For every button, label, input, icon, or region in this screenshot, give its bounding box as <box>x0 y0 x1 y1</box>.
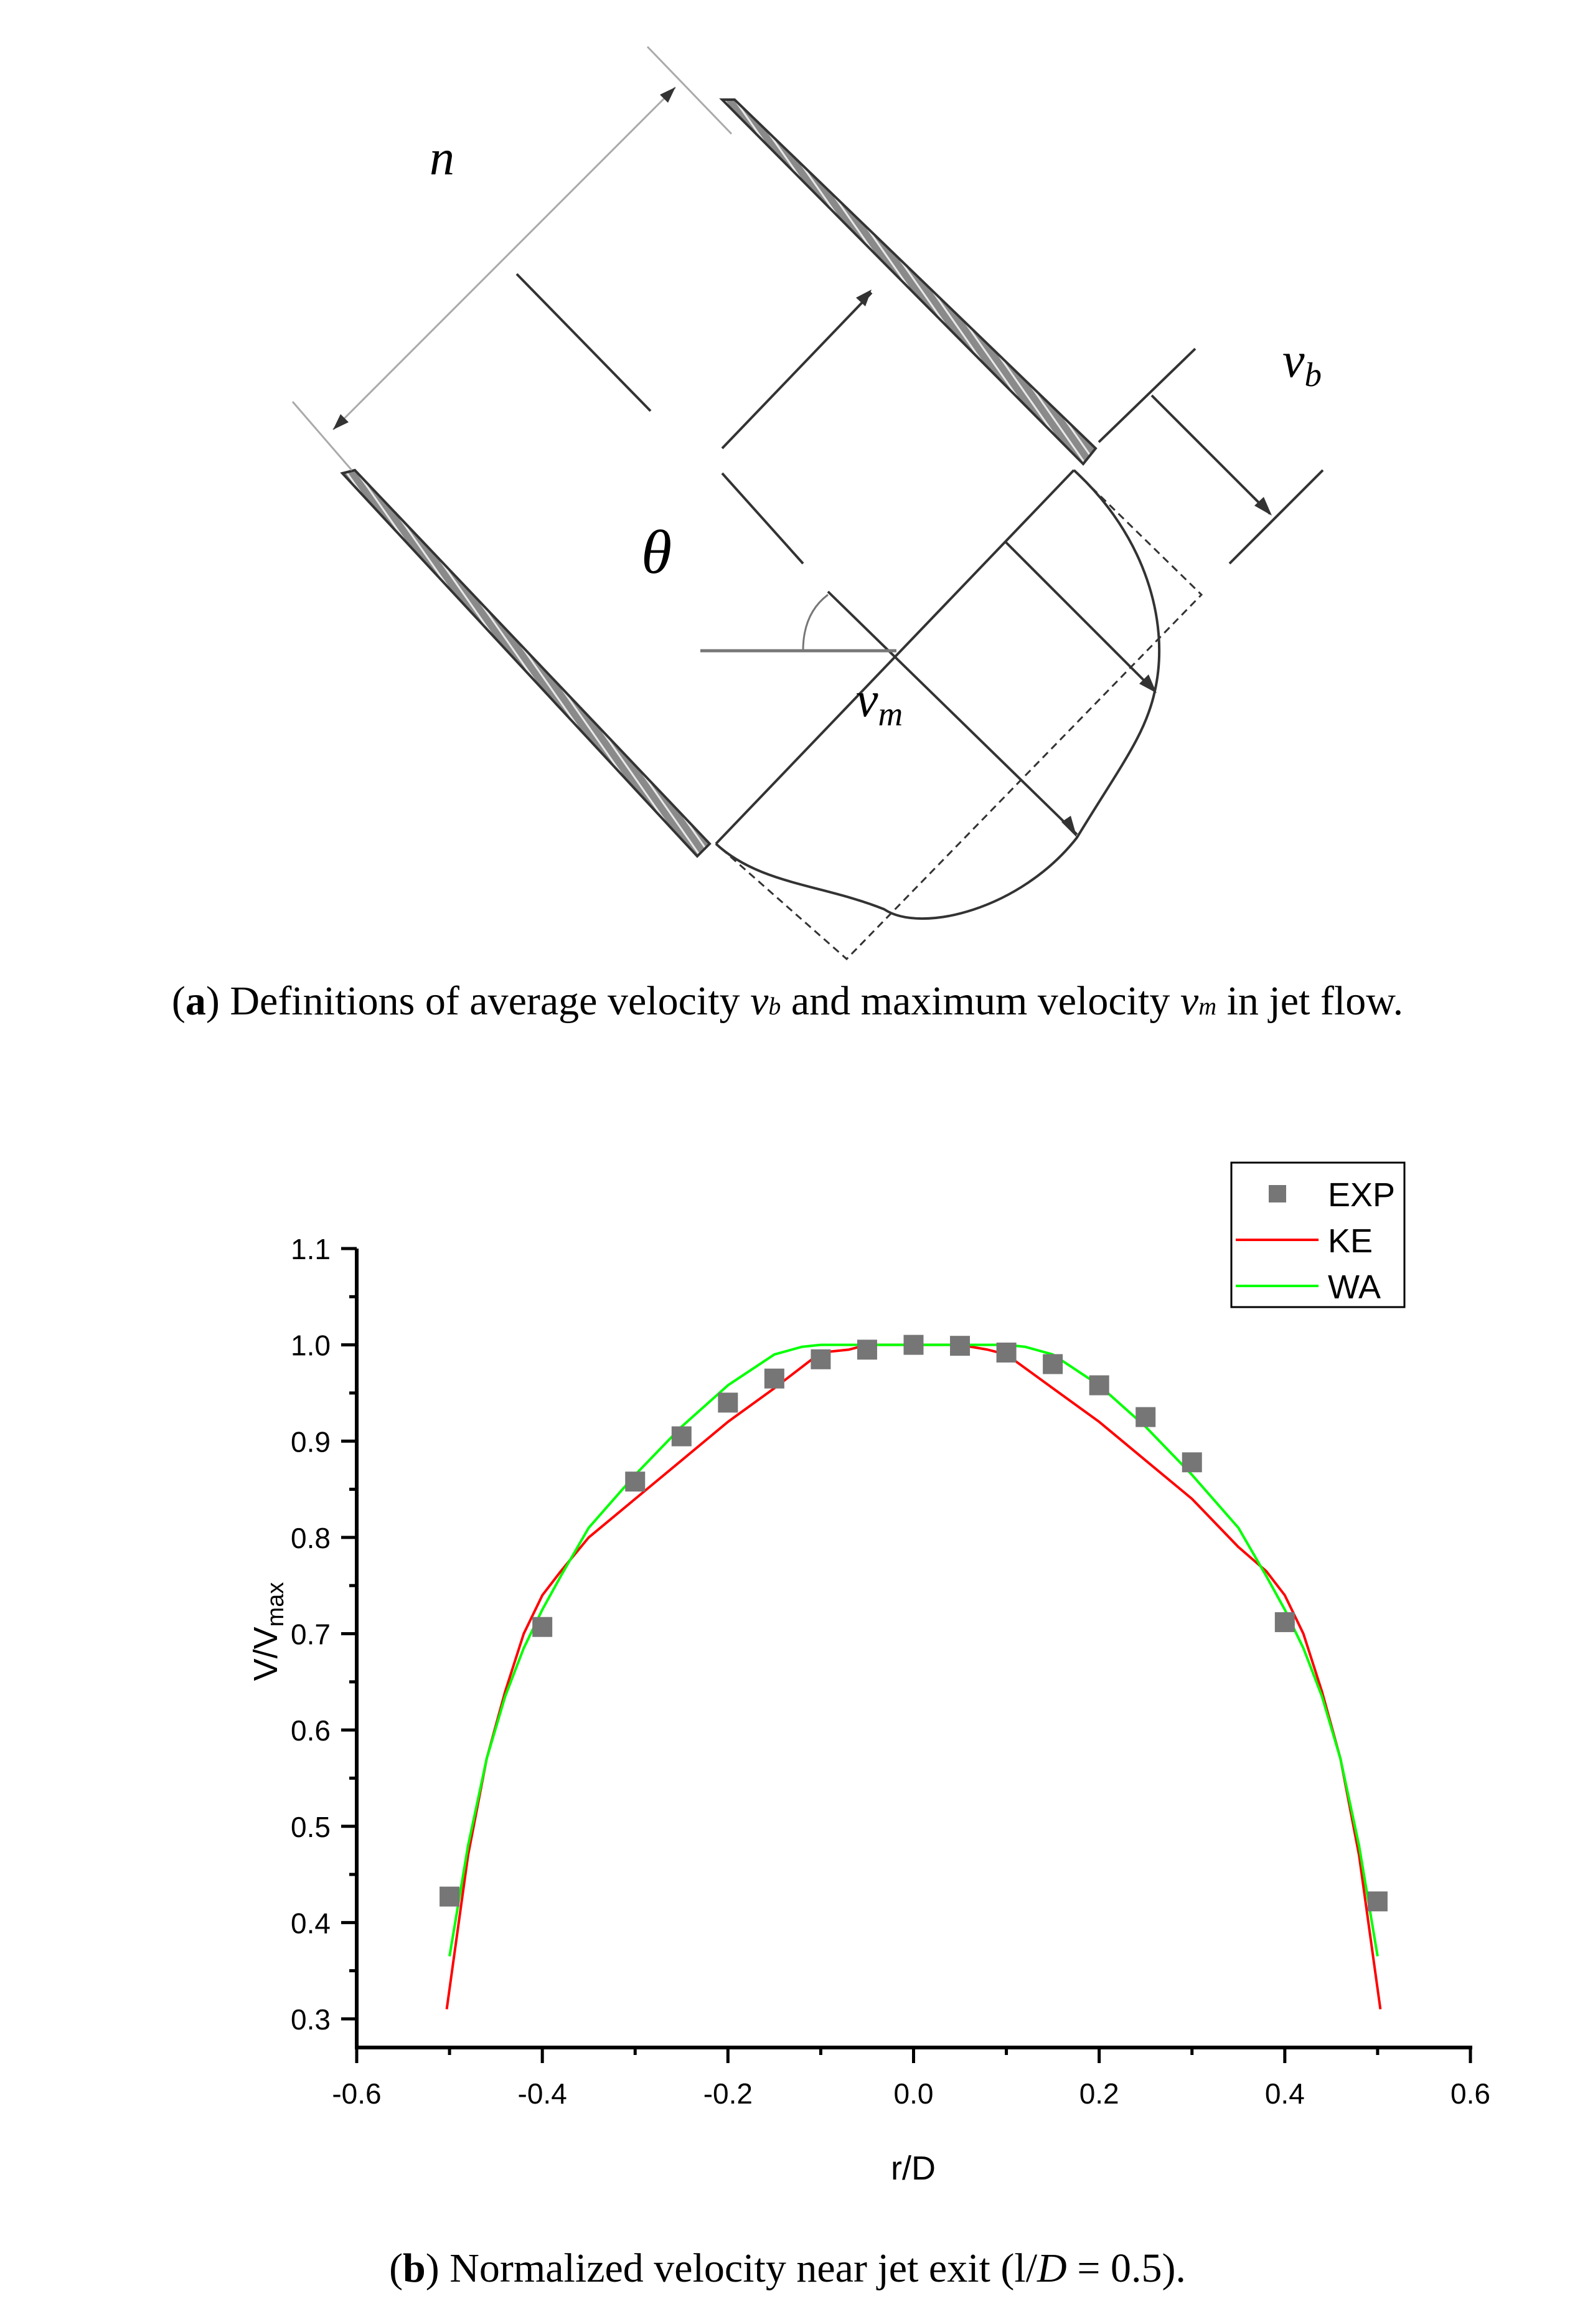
caption-b-text: Normalized velocity near jet exit (l/ <box>439 2246 1038 2291</box>
legend-label-wa: WA <box>1328 1268 1381 1306</box>
caption-a: (a) Definitions of average velocity vb and maximum velocity vm in jet flow. <box>171 978 1404 1024</box>
caption-b-tag: b <box>403 2246 426 2291</box>
caption-a-var-vb-sub: b <box>768 992 781 1020</box>
data-point-exp <box>1043 1354 1063 1374</box>
label-n: n <box>430 131 454 186</box>
upper-nozzle-wall <box>722 100 1096 464</box>
caption-a-tag: a <box>185 978 206 1024</box>
vb-extension-2 <box>1229 470 1323 564</box>
arrow-head-icon <box>856 290 872 306</box>
profile-arrow <box>1005 542 1155 691</box>
nozzle-diagram <box>0 0 1575 971</box>
vb-extension-1 <box>1099 349 1195 442</box>
data-point-exp <box>672 1427 692 1447</box>
y-tick-label: 0.3 <box>291 2003 331 2036</box>
caption-b-var-d: D <box>1037 2246 1067 2291</box>
caption-a-text: and maximum velocity <box>781 978 1180 1024</box>
x-tick-label: 0.6 <box>1450 2077 1490 2110</box>
x-tick-label: -0.2 <box>703 2077 753 2110</box>
x-tick-label: 0.0 <box>893 2077 934 2110</box>
dimension-extension-top <box>647 47 731 134</box>
y-axis-title: V/Vmax <box>247 1582 289 1681</box>
y-tick-label: 0.9 <box>291 1425 331 1458</box>
label-theta: θ <box>641 517 672 587</box>
chart-legend <box>1231 1163 1404 1307</box>
data-point-exp <box>997 1343 1017 1363</box>
data-point-exp <box>1135 1407 1155 1427</box>
caption-a-var-vm-sub: m <box>1198 992 1217 1020</box>
arrow-head-icon <box>1061 816 1077 838</box>
label-vb: vb <box>1282 333 1322 394</box>
x-tick-label: -0.6 <box>332 2077 382 2110</box>
average-profile-dashed <box>716 470 1201 959</box>
caption-b-text: = 0.5). <box>1066 2246 1186 2291</box>
series-line-wa <box>449 1345 1378 1957</box>
data-point-exp <box>764 1369 784 1389</box>
caption-a-var-vm: v <box>1180 978 1199 1024</box>
velocity-profile-curve <box>716 470 1159 919</box>
dimension-extension-bottom <box>293 402 352 470</box>
data-point-exp <box>811 1349 830 1369</box>
data-point-exp <box>1089 1376 1109 1396</box>
caption-a-var-vb: v <box>750 978 769 1024</box>
y-tick-label: 0.7 <box>291 1618 331 1651</box>
legend-label-ke: KE <box>1328 1222 1373 1260</box>
chart-axes <box>291 1233 1490 2110</box>
data-point-exp <box>950 1336 970 1356</box>
x-tick-label: -0.4 <box>517 2077 567 2110</box>
data-point-exp <box>857 1339 877 1359</box>
caption-b: (b) Normalized velocity near jet exit (l/D = 0.5). <box>389 2246 1186 2291</box>
legend-swatch-exp <box>1269 1185 1286 1202</box>
angle-arc <box>803 595 828 651</box>
velocity-chart <box>0 1096 1575 2236</box>
data-point-exp <box>1368 1891 1388 1911</box>
y-tick-label: 1.1 <box>291 1233 331 1265</box>
upstream-arrow <box>722 293 872 448</box>
data-point-exp <box>718 1392 738 1412</box>
x-tick-label: 0.4 <box>1264 2077 1305 2110</box>
caption-a-text: in jet flow. <box>1216 978 1404 1024</box>
x-axis-title: r/D <box>891 2150 936 2187</box>
legend-label-exp: EXP <box>1328 1176 1396 1214</box>
chart-series-lines <box>447 1345 1381 2010</box>
chart-series-points <box>440 1335 1388 1912</box>
data-point-exp <box>904 1335 924 1355</box>
y-tick-label: 1.0 <box>291 1329 331 1362</box>
y-tick-label: 0.6 <box>291 1714 331 1747</box>
data-point-exp <box>1182 1452 1202 1472</box>
jet-centerline <box>517 274 651 411</box>
data-point-exp <box>532 1617 552 1637</box>
data-point-exp <box>1275 1612 1295 1632</box>
y-tick-label: 0.5 <box>291 1810 331 1843</box>
dimension-line-n <box>333 87 675 430</box>
y-tick-label: 0.4 <box>291 1907 331 1940</box>
x-tick-label: 0.2 <box>1079 2077 1119 2110</box>
data-point-exp <box>440 1887 459 1907</box>
caption-a-text: Definitions of average velocity <box>219 978 751 1024</box>
data-point-exp <box>625 1471 645 1491</box>
label-vm: vm <box>856 673 903 733</box>
series-line-ke <box>447 1345 1381 2010</box>
jet-centerline <box>722 473 803 564</box>
y-tick-label: 0.8 <box>291 1521 331 1554</box>
vb-dimension-line <box>1152 395 1270 514</box>
